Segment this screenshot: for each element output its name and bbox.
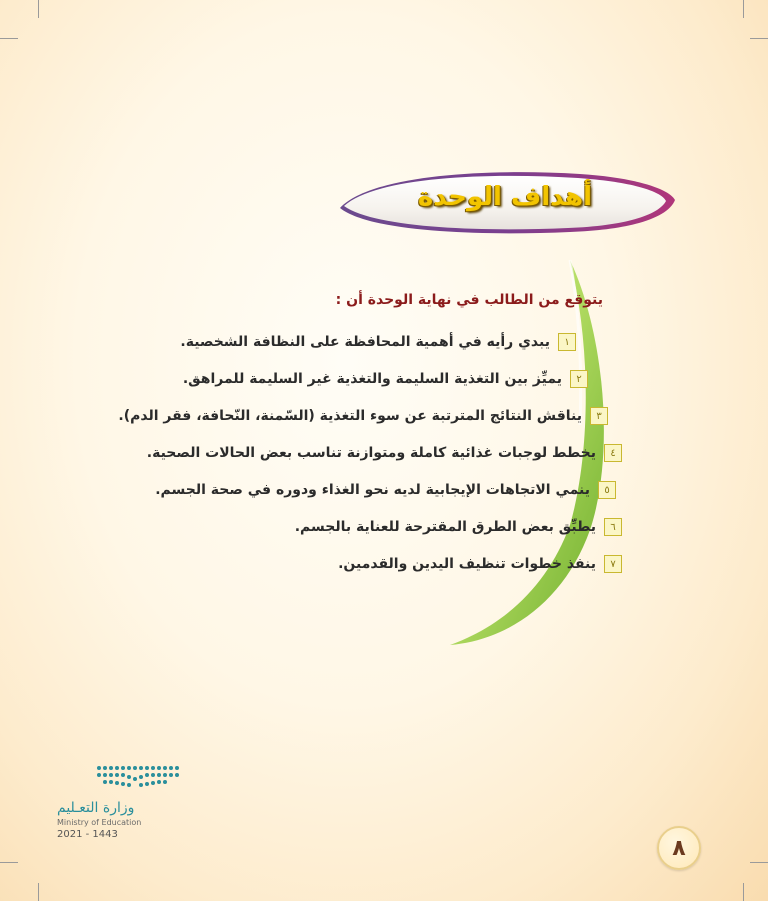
goal-text: ينمي الاتجاهات الإيجابية لديه نحو الغذاء ودوره في صحة الجسم. [155,482,590,498]
goal-number: ٥ [598,481,616,499]
goal-number: ١ [558,333,576,351]
crop-mark [743,883,744,901]
goal-text: يطبِّق بعض الطرق المقترحة للعناية بالجسم. [294,519,596,535]
goal-item-7 [338,555,622,573]
edition-year: 2021 - 1443 [57,829,118,840]
goal-item-6 [295,518,622,536]
page-number-badge [657,826,701,870]
goal-text: يخطط لوجبات غذائية كاملة ومتوازنة تناسب بعض الحالات الصحية. [146,445,596,461]
goal-text: يناقش النتائج المترتبة عن سوء التغذية (السّمنة، النّحافة، فقر الدم). [118,408,582,424]
goal-text: يميِّز بين التغذية السليمة والتغذية غير السليمة للمراهق. [182,371,562,387]
page-number: ٨ [672,835,686,861]
crop-mark [743,0,744,18]
goal-item-2 [183,370,588,388]
goal-number: ٦ [604,518,622,536]
goal-number: ٧ [604,555,622,573]
goal-item-1 [180,333,576,351]
goal-number: ٢ [570,370,588,388]
goal-text: ينفذ خطوات تنظيف اليدين والقدمين. [338,556,596,572]
ministry-name-english: Ministry of Education [57,818,142,827]
crop-mark [0,38,18,39]
crop-mark [38,883,39,901]
crop-mark [750,862,768,863]
crop-mark [38,0,39,18]
crop-mark [0,862,18,863]
goal-text: يبدي رأيه في أهمية المحافظة على النظافة الشخصية. [180,334,550,350]
goal-item-4 [147,444,622,462]
goal-number: ٤ [604,444,622,462]
goal-item-3 [118,407,608,425]
goal-item-5 [155,481,616,499]
crop-mark [750,38,768,39]
goals-intro: يتوقع من الطالب في نهاية الوحدة أن : [335,292,603,308]
goal-number: ٣ [590,407,608,425]
ministry-name-arabic: وزارة التعـليم [57,800,135,816]
unit-title: أهداف الوحدة [417,182,593,212]
